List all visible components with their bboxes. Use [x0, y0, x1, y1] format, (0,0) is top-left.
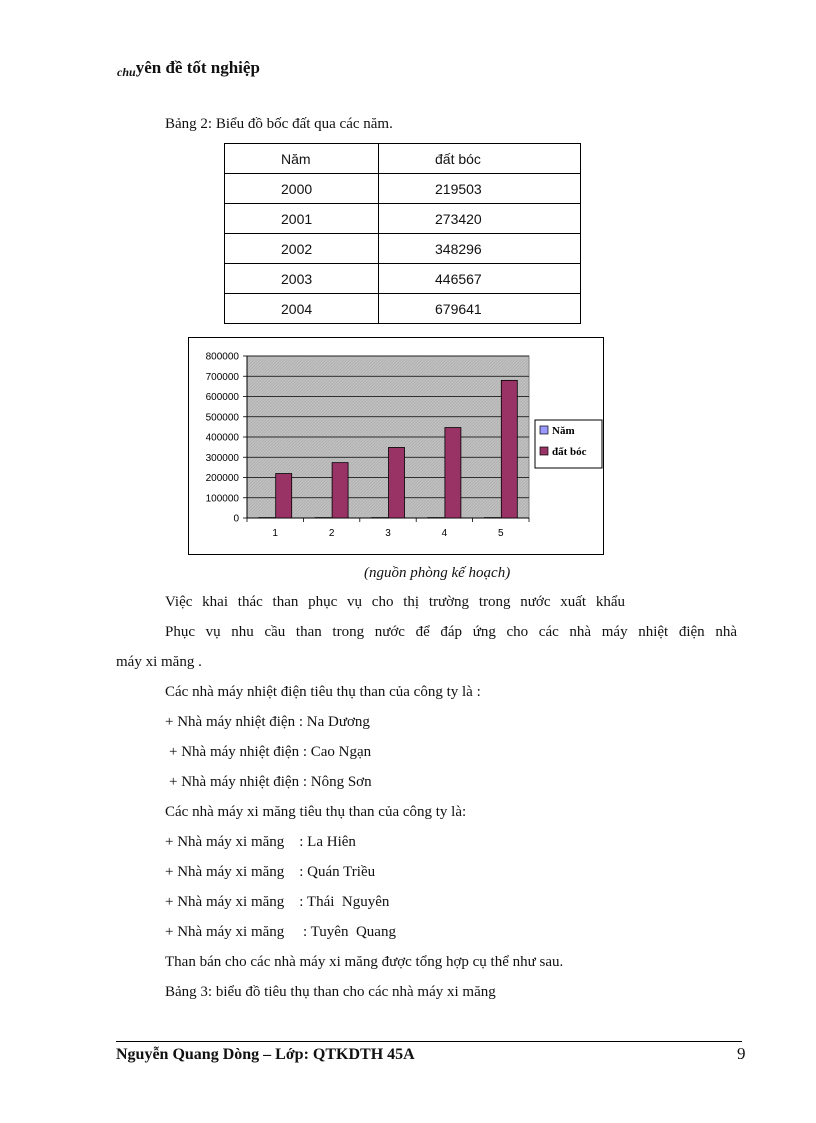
table-cell: 2002: [225, 234, 379, 264]
paragraph: máy xi măng .: [116, 654, 202, 670]
y-tick-label: 800000: [205, 351, 239, 363]
bar-chart: [188, 337, 604, 555]
legend-swatch: [540, 426, 548, 434]
x-tick-label: 3: [385, 528, 391, 539]
footer-author: Nguyễn Quang Dòng – Lớp: QTKDTH 45A: [116, 1046, 415, 1063]
column-header: đất bóc: [379, 144, 581, 174]
x-tick-label: 2: [328, 528, 335, 539]
list-item: + Nhà máy xi măng : Thái Nguyên: [165, 894, 390, 910]
list-item: + Nhà máy xi măng : Tuyên Quang: [165, 924, 396, 940]
table-cell: 679641: [379, 294, 581, 324]
list-item: + Nhà máy xi măng : Quán Triều: [165, 864, 376, 880]
document-header: [117, 58, 260, 78]
list-item: + Nhà máy nhiệt điện : Nông Sơn: [169, 774, 372, 790]
table-row: [225, 294, 581, 324]
bar: [389, 447, 405, 518]
table-cell: 2001: [225, 204, 379, 234]
x-tick-label: 1: [272, 528, 278, 539]
chart-svg: [189, 338, 603, 554]
table-row: [225, 174, 581, 204]
paragraph: Việc khai thác than phục vụ cho thị trường trong nước xuất khẩu: [165, 594, 625, 610]
paragraph: Than bán cho các nhà máy xi măng được tổng hợp cụ thể như sau.: [165, 954, 564, 970]
header-prefix: chu: [117, 65, 136, 79]
y-tick-label: 600000: [205, 392, 239, 403]
bar: [501, 380, 517, 518]
bar: [276, 474, 292, 518]
source-note: (nguồn phòng kế hoạch): [364, 565, 511, 581]
legend-label: đất bóc: [552, 446, 587, 458]
y-tick-label: 300000: [205, 452, 239, 464]
header-title: yên đề tốt nghiệp: [135, 58, 260, 77]
page-number: 9: [737, 1044, 746, 1063]
table-row: [225, 234, 581, 264]
table-cell: 2004: [225, 294, 379, 324]
y-tick-label: 400000: [205, 432, 239, 444]
y-tick-label: 100000: [205, 493, 239, 505]
list-item: + Nhà máy xi măng : La Hiên: [165, 834, 356, 850]
list-item: + Nhà máy nhiệt điện : Na Dương: [165, 714, 370, 730]
bar: [445, 428, 461, 518]
paragraph: Phục vụ nhu cầu than trong nước để đáp ứng cho các nhà máy nhiệt điện nhà: [165, 624, 737, 640]
footer-divider: [116, 1041, 742, 1042]
paragraph: Các nhà máy nhiệt điện tiêu thụ than của công ty là :: [165, 684, 481, 700]
table-cell: 446567: [379, 264, 581, 294]
x-tick-label: 4: [441, 528, 448, 539]
y-tick-label: 700000: [205, 371, 239, 383]
paragraph: Bảng 3: biểu đồ tiêu thụ than cho các nhà máy xi măng: [165, 984, 496, 1000]
y-tick-label: 0: [233, 513, 239, 525]
list-item: + Nhà máy nhiệt điện : Cao Ngạn: [169, 744, 372, 760]
x-tick-label: 5: [498, 528, 504, 539]
table-caption: Bảng 2: Biểu đồ bốc đất qua các năm.: [165, 116, 393, 132]
paragraph: Các nhà máy xi măng tiêu thụ than của công ty là:: [165, 804, 467, 820]
table-header-row: [225, 144, 581, 174]
table-cell: 2000: [225, 174, 379, 204]
table-cell: 2003: [225, 264, 379, 294]
data-table: [224, 143, 581, 324]
table-row: [225, 204, 581, 234]
legend-label: Năm: [552, 425, 575, 437]
table-row: [225, 264, 581, 294]
y-tick-label: 500000: [205, 412, 239, 424]
y-tick-label: 200000: [205, 473, 239, 484]
column-header: Năm: [225, 144, 379, 174]
table-cell: 273420: [379, 204, 581, 234]
bar: [332, 463, 348, 518]
table-cell: 219503: [379, 174, 581, 204]
table-cell: 348296: [379, 234, 581, 264]
legend-swatch: [540, 447, 548, 455]
